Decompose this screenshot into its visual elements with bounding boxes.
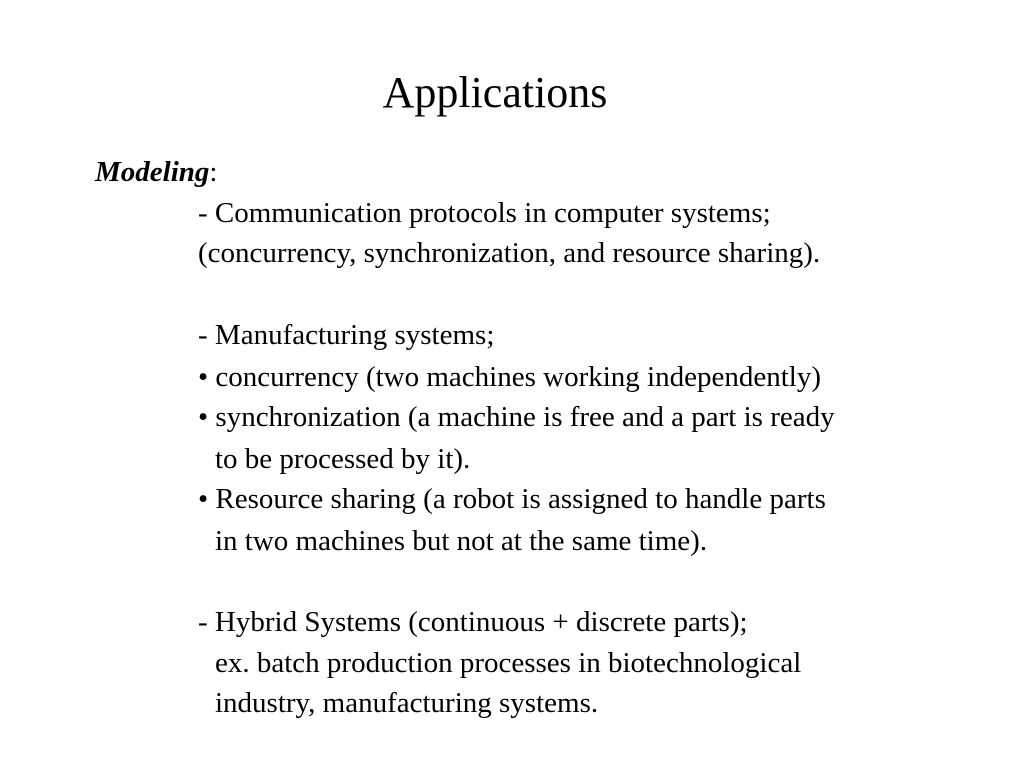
bullet-concurrency: • concurrency (two machines working independently) xyxy=(198,361,821,393)
section-heading xyxy=(95,154,217,190)
text-line-hybrid-example-continued: industry, manufacturing systems. xyxy=(215,687,599,719)
bullet-resource-sharing-continued: in two machines but not at the same time). xyxy=(215,525,708,557)
text-line-communication-detail: (concurrency, synchronization, and resource sharing). xyxy=(198,237,821,269)
section-heading-suffix: : xyxy=(209,156,218,188)
text-line-manufacturing-systems: - Manufacturing systems; xyxy=(198,319,495,351)
section-heading-label: Modeling xyxy=(95,156,210,188)
bullet-synchronization-continued: to be processed by it). xyxy=(215,443,471,475)
bullet-resource-sharing: • Resource sharing (a robot is assigned to handle parts xyxy=(198,483,826,515)
text-line-communication-protocols: - Communication protocols in computer systems; xyxy=(198,197,771,229)
slide-title: Applications xyxy=(382,68,608,117)
text-line-hybrid-systems: - Hybrid Systems (continuous + discrete parts); xyxy=(198,606,748,638)
bullet-synchronization: • synchronization (a machine is free and a part is ready xyxy=(198,401,835,433)
text-line-hybrid-example: ex. batch production processes in biotechnological xyxy=(215,647,802,679)
